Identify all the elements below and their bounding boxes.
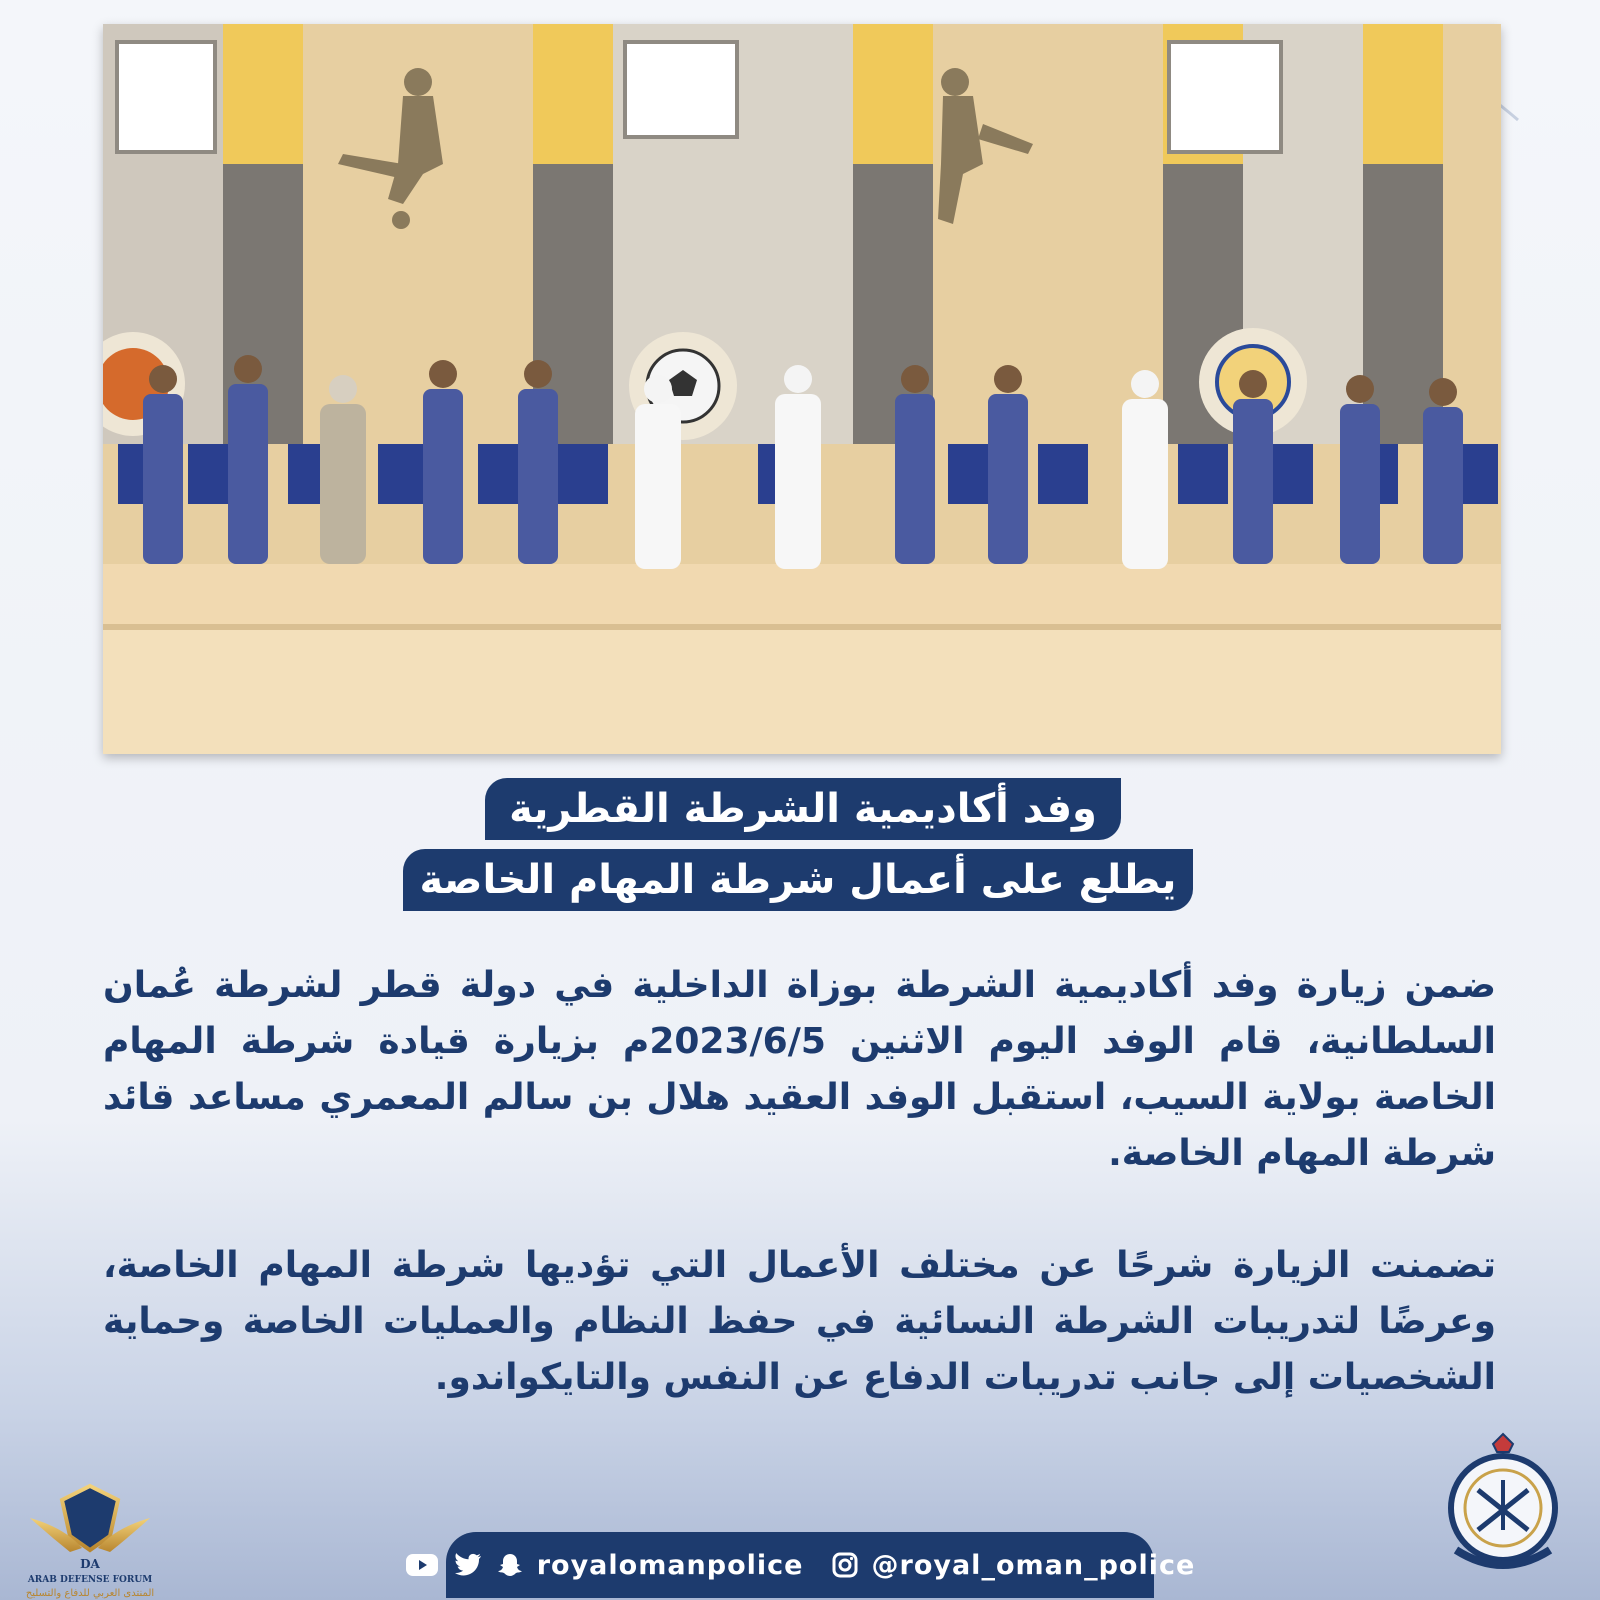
logo-label-en: ARAB DEFENSE FORUM <box>27 1575 153 1585</box>
arab-defense-forum-logo <box>10 1478 170 1600</box>
logo-label-ar: المنتدى العربي للدفاع والتسليح <box>25 1588 155 1599</box>
instagram-icon[interactable] <box>832 1552 858 1578</box>
snapchat-icon[interactable] <box>497 1552 523 1578</box>
royal-oman-police-emblem <box>1438 1430 1568 1580</box>
headline-line-2: يطلع على أعمال شرطة المهام الخاصة <box>403 849 1193 911</box>
logo-mark: DA <box>80 1557 100 1571</box>
headline-line-1: وفد أكاديمية الشرطة القطرية <box>485 778 1121 840</box>
body-paragraph-1: ضمن زيارة وفد أكاديمية الشرطة بوزاة الداخلية في دولة قطر لشرطة عُمان السلطانية، قام الوفد اليوم الاثنين 2023/6/5م بزيارة قيادة شرطة المهام الخاصة بولاية السيب، استقبل الوفد العقيد هلال بن سالم المعمري مساعد قائد شرطة المهام الخاصة. <box>103 965 1496 1174</box>
handle-royal-oman-police[interactable]: @royal_oman_police <box>871 1549 1196 1581</box>
social-footer <box>446 1532 1196 1598</box>
youtube-icon[interactable] <box>405 1552 439 1578</box>
body-paragraph-2: تضمنت الزيارة شرحًا عن مختلف الأعمال التي تؤديها شرطة المهام الخاصة، وعرضًا لتدريبات الشرطة النسائية في حفظ النظام والعمليات الخاصة وحماية الشخصيات إلى جانب تدريبات الدفاع عن النفس والتايكواندو. <box>103 1245 1496 1398</box>
event-photo <box>103 24 1501 754</box>
twitter-icon[interactable] <box>453 1552 483 1578</box>
handle-royalomanpolice[interactable]: royalomanpolice <box>536 1549 804 1581</box>
